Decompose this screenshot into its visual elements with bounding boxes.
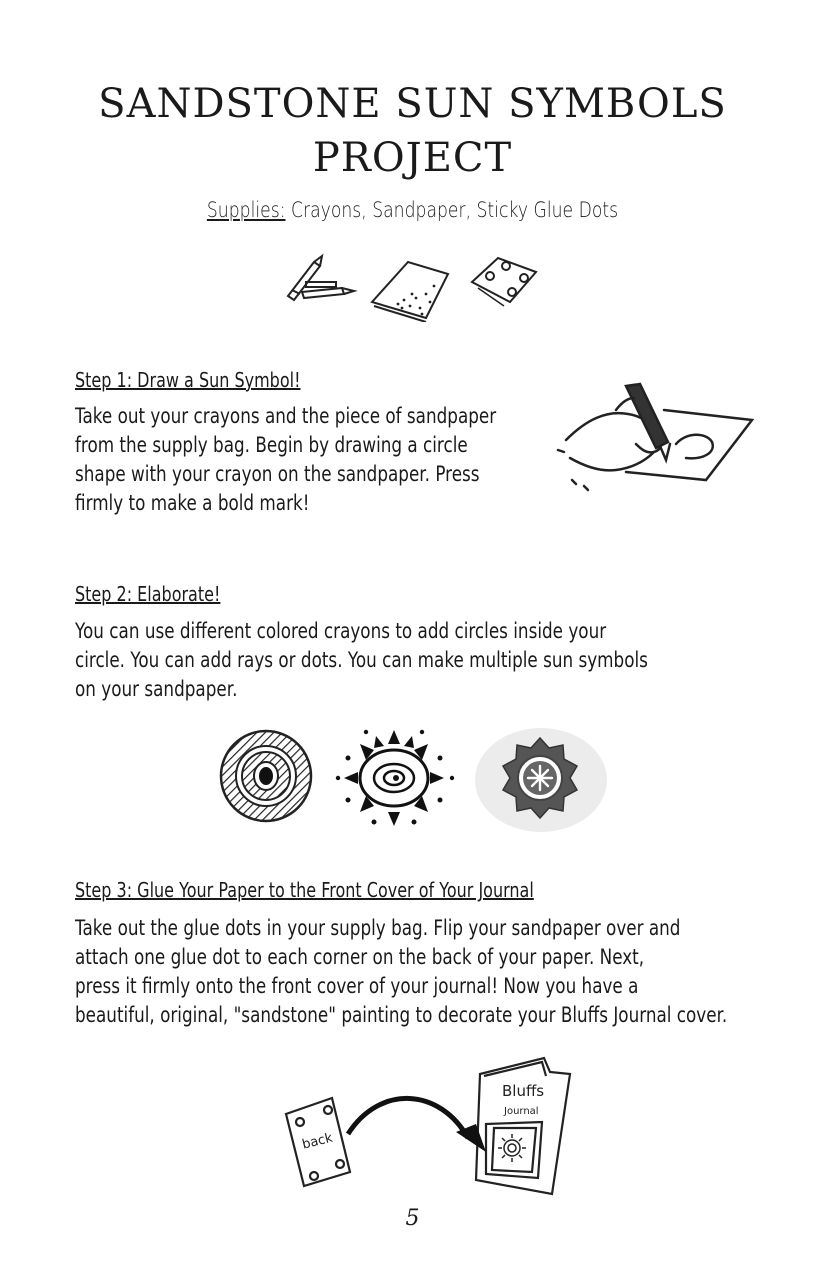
sun-symbol-rays: [334, 728, 456, 828]
step-1-text: [75, 402, 539, 518]
page-title-line-2: PROJECT: [312, 135, 513, 181]
step-3-text: [75, 914, 753, 1030]
step-3-line-2: attach one glue dot to each corner on the back of your paper. Next,: [75, 945, 645, 969]
paper-back-label: back: [300, 1130, 335, 1153]
step-2-line-1: You can use different colored crayons to add circles inside your: [75, 619, 607, 643]
step-3-line-3: press it firmly onto the front cover of your journal! Now you have a: [75, 974, 639, 998]
hand-drawing-illustration: [556, 380, 758, 496]
step-3-line-1: Take out the glue dots in your supply bag. Flip your sandpaper over and: [75, 916, 681, 940]
page-title-line-1: SANDSTONE SUN SYMBOLS: [98, 81, 727, 127]
supplies-line: [74, 198, 751, 222]
step-1-heading: Step 1: Draw a Sun Symbol!: [75, 368, 301, 392]
step-3-heading: Step 3: Glue Your Paper to the Front Cover of Your Journal: [75, 878, 534, 902]
step-3-line-4: beautiful, original, "sandstone" painting to decorate your Bluffs Journal cover.: [75, 1003, 728, 1027]
step-1-line-2: from the supply bag. Begin by drawing a circle: [75, 433, 468, 457]
step-1-line-3: shape with your crayon on the sandpaper. Press: [75, 462, 480, 486]
supplies-label: Supplies:: [206, 198, 286, 222]
step-2-text: [75, 617, 743, 704]
page-number: 5: [405, 1206, 420, 1231]
step-2-line-2: circle. You can add rays or dots. You can make multiple sun symbols: [75, 648, 648, 672]
supplies-text: Crayons, Sandpaper, Sticky Glue Dots: [285, 198, 619, 222]
step-2-line-3: on your sandpaper.: [75, 677, 238, 701]
journal-title-label-2: Journal: [504, 1106, 539, 1117]
sandpaper-icon: [368, 256, 450, 322]
glue-dots-icon: [468, 252, 540, 308]
sun-symbol-circles: [218, 728, 314, 824]
journal-title-label-1: Bluffs: [502, 1082, 545, 1100]
step-2-heading: Step 2: Elaborate!: [75, 582, 221, 606]
journal-gluing-illustration: [280, 1048, 580, 1198]
step-1-line-4: firmly to make a bold mark!: [75, 491, 310, 515]
crayons-icon: [280, 252, 360, 307]
sun-symbol-star: [474, 726, 608, 834]
step-1-line-1: Take out your crayons and the piece of sandpaper: [75, 404, 497, 428]
